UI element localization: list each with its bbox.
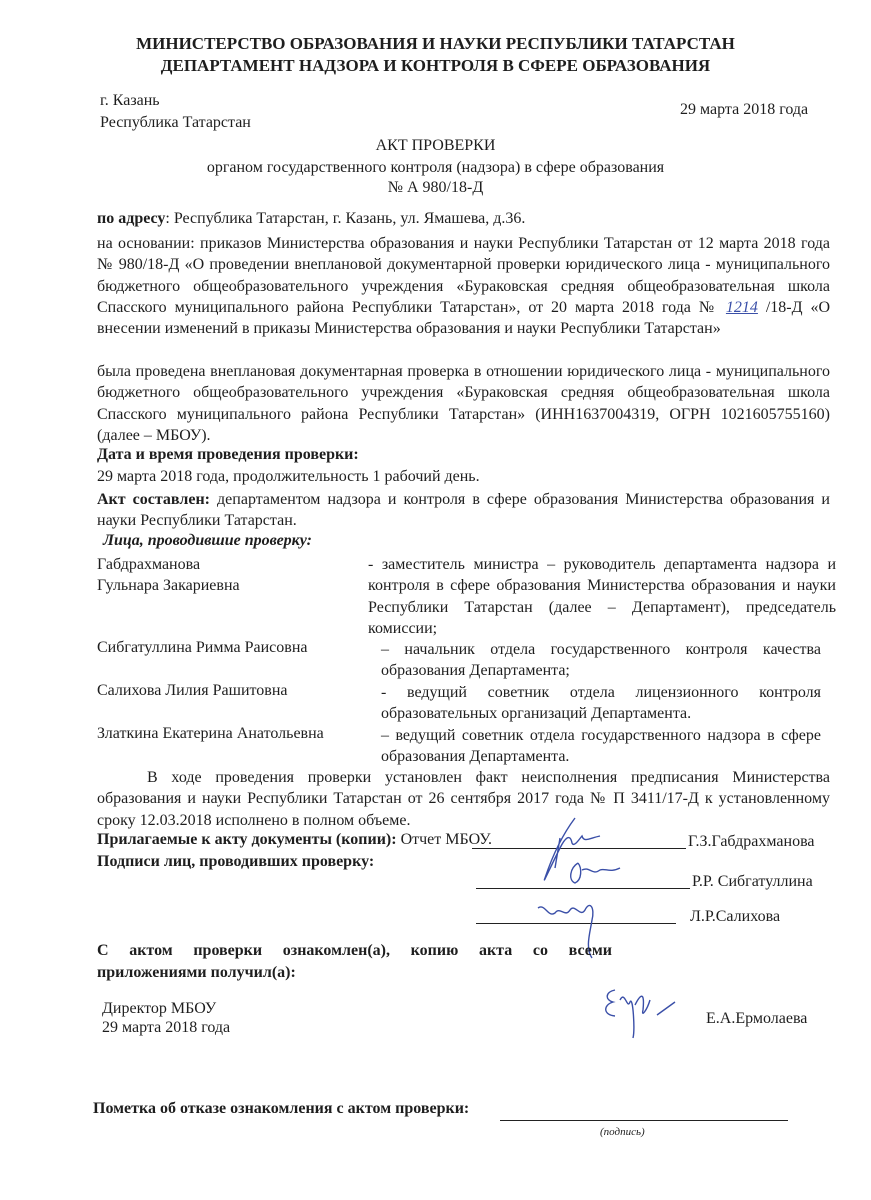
person-name: Салихова Лилия Рашитовна — [97, 682, 288, 699]
director-signature — [595, 980, 695, 1040]
person-name: Сибгатуллина Римма Раисовна — [97, 639, 308, 656]
composed-label: Акт составлен: — [97, 491, 210, 508]
acknowledge-line1: С актом проверки ознакомлен(а), копию акта со всеми — [97, 942, 612, 959]
composed-text: департаментом надзора и контроля в сфере образования Министерства образования и науки Республики Татарстан. — [97, 491, 830, 530]
act-subtitle: органом государственного контроля (надзора) в сфере образования — [206, 159, 665, 176]
director-position: Директор МБОУ — [102, 1000, 217, 1017]
acknowledge-line2: приложениями получил(а): — [97, 964, 296, 981]
person-name: Златкина Екатерина Анатольевна — [97, 725, 324, 742]
address-text: : Республика Татарстан, г. Казань, ул. Ямашева, д.36. — [165, 210, 526, 227]
signature-hint: (подпись) — [600, 1126, 645, 1138]
refusal-label: Пометка об отказе ознакомления с актом проверки: — [93, 1100, 470, 1117]
attached-text: Отчет МБОУ. — [396, 831, 492, 848]
persons-label: Лица, проводившие проверку: — [103, 532, 312, 549]
composed-paragraph — [97, 489, 830, 532]
person-name: Габдрахманова Гульнара Закариевна — [97, 556, 240, 595]
document-date: 29 марта 2018 года — [680, 101, 809, 118]
basis-paragraph — [97, 233, 830, 339]
attached-label: Прилагаемые к акту документы (копии): — [97, 831, 397, 848]
signer-name: Л.Р.Салихова — [690, 908, 781, 925]
city: г. Казань — [100, 92, 160, 109]
basis-text: на основании: приказов Министерства образования и науки Республики Татарстан от 12 марта 2018 года № 980/18-Д «О проведении внеплановой документарной проверки юридического лица - муниципального бюджетного общеобразовательного учреждения «Бураковская средняя общеобразовательная школа Спасского муниципального района Республики Татарстан», от 20 марта 2018 года № — [97, 235, 830, 316]
director-date: 29 марта 2018 года — [102, 1019, 231, 1036]
act-title: АКТ ПРОВЕРКИ — [375, 137, 496, 154]
ministry-title: МИНИСТЕРСТВО ОБРАЗОВАНИЯ И НАУКИ РЕСПУБЛИКИ ТАТАРСТАН — [136, 34, 735, 53]
region: Республика Татарстан — [100, 114, 251, 131]
signer-name: Г.З.Габдрахманова — [688, 833, 815, 850]
address-label: по адресу — [97, 210, 166, 227]
result-paragraph: В ходе проведения проверки установлен факт неисполнения предписания Министерства образования и науки Республики Татарстан от 26 сентября 2017 года № П 3411/17-Д к установленному сроку 12.03.2018 исполнено в полном объеме. — [97, 769, 830, 829]
basis-text-2: /18-Д «О внесении изменений в приказы Министерства образования и науки Республики Татарстан» — [97, 298, 830, 338]
department-title: ДЕПАРТАМЕНТ НАДЗОРА И КОНТРОЛЯ В СФЕРЕ ОБРАЗОВАНИЯ — [160, 56, 711, 75]
person-role: - заместитель министра – руководитель департамента надзора и контроля в сфере образования Министерства образования и науки Республики Татарстан (далее – Департамент), председатель комиссии; — [368, 556, 836, 637]
signer-name: Р.Р. Сибгатуллина — [692, 873, 813, 890]
handwritten-order-number: 1214 — [725, 298, 758, 316]
director-name: Е.А.Ермолаева — [706, 1010, 808, 1027]
person-role: – начальник отдела государственного контроля качества образования Департамента; — [381, 641, 821, 680]
act-number: № А 980/18-Д — [387, 179, 484, 196]
datetime-label: Дата и время проведения проверки: — [97, 446, 359, 463]
address — [97, 210, 830, 228]
person-role: - ведущий советник отдела лицензионного контроля образовательных организаций Департамента. — [381, 684, 821, 723]
refusal-signature-line — [500, 1120, 788, 1121]
person-role: – ведущий советник отдела государственного надзора в сфере образования Департамента. — [381, 727, 821, 766]
signatures-label: Подписи лиц, проводивших проверку: — [97, 853, 375, 870]
datetime-text: 29 марта 2018 года, продолжительность 1 рабочий день. — [97, 468, 480, 485]
conducted-paragraph: была проведена внеплановая документарная проверка в отношении юридического лица - муниципального бюджетного общеобразовательного учреждения «Бураковская средняя общеобразовательная школа Спасского муниципального района Республики Татарстан» (ИНН1637004319, ОГРН 1021605755160) (далее – МБОУ). — [97, 363, 830, 444]
